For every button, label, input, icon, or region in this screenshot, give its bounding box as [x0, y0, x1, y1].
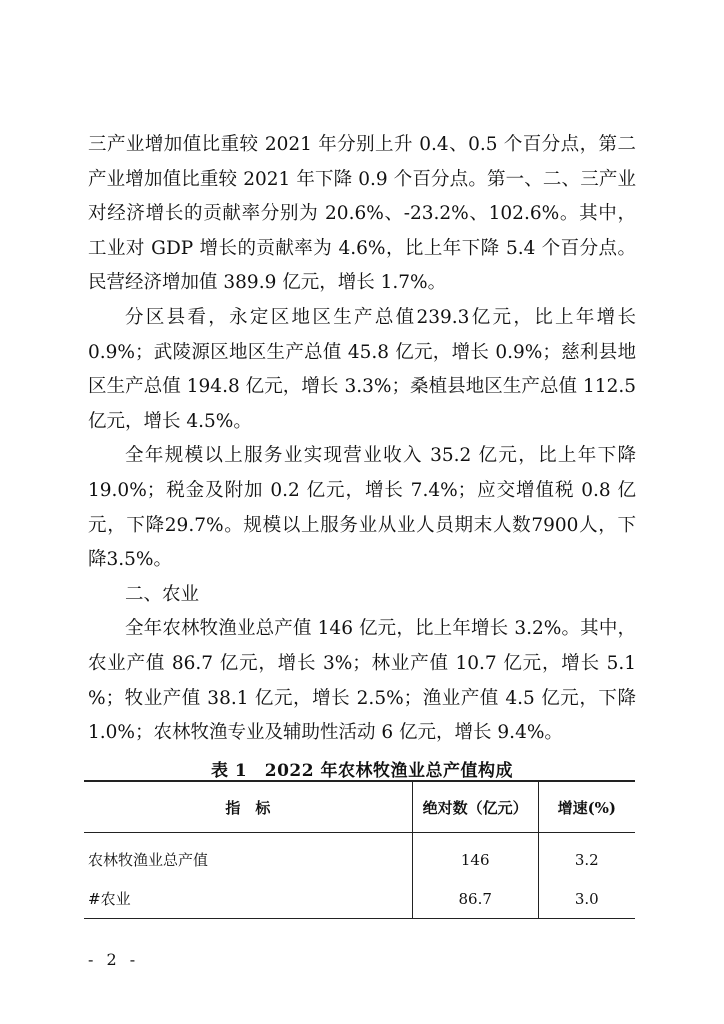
page-number: - 2 - — [88, 950, 140, 969]
paragraph-industry-structure: 三产业增加值比重较 2021 年分别上升 0.4、0.5 个百分点，第二产业增加值比重较 2021 年下降 0.9 个百分点。第一、二、三产业对经济增长的贡献率分别为 20.6%、-23.2%、102.6%。其中，工业对 GDP 增长的贡献率为 4.6%，比上年下降 5.4 个百分点。民营经济增加值 389.9 亿元，增长 1.7%。 — [88, 134, 636, 294]
table-title: 表 1 2022 年农林牧渔业总产值构成 — [211, 761, 513, 781]
table-cell-growth: 3.0 — [538, 879, 635, 919]
table-row — [84, 833, 635, 880]
table-cell-growth: 3.2 — [538, 833, 635, 880]
section-heading-agriculture: 二、农业 — [125, 583, 200, 605]
table-header-row — [84, 781, 635, 833]
document-body — [88, 128, 636, 751]
column-header-absolute: 绝对数（亿元） — [412, 781, 538, 833]
paragraph-district-gdp: 分区县看，永定区地区生产总值239.3亿元，比上年增长0.9%；武陵源区地区生产总值 45.8 亿元，增长 0.9%；慈利县地区生产总值 194.8 亿元，增长 3.3%；桑植县地区生产总值 112.5 亿元，增长 4.5%。 — [88, 306, 636, 432]
table-cell-indicator: #农业 — [84, 879, 412, 919]
paragraph-services: 全年规模以上服务业实现营业收入 35.2 亿元，比上年下降 19.0%；税金及附加 0.2 亿元，增长 7.4%；应交增值税 0.8 亿元，下降29.7%。规模以上服务业从业人员期末人数7900人，下降3.5%。 — [88, 445, 636, 571]
table-row — [84, 879, 635, 919]
paragraph-agriculture: 全年农林牧渔业总产值 146 亿元，比上年增长 3.2%。其中，农业产值 86.7 亿元，增长 3%；林业产值 10.7 亿元，增长 5.1 %；牧业产值 38.1 亿元，增长 2.5%；渔业产值 4.5 亿元，下降 1.0%；农林牧渔专业及辅助性活动 6 亿元，增长 9.4%。 — [88, 618, 636, 744]
column-header-growth: 增速(%) — [538, 781, 635, 833]
column-header-indicator: 指 标 — [84, 781, 412, 833]
table-cell-absolute: 146 — [412, 833, 538, 880]
table-cell-indicator: 农林牧渔业总产值 — [88, 851, 209, 869]
agriculture-output-table — [84, 780, 635, 919]
table-cell-absolute: 86.7 — [412, 879, 538, 919]
